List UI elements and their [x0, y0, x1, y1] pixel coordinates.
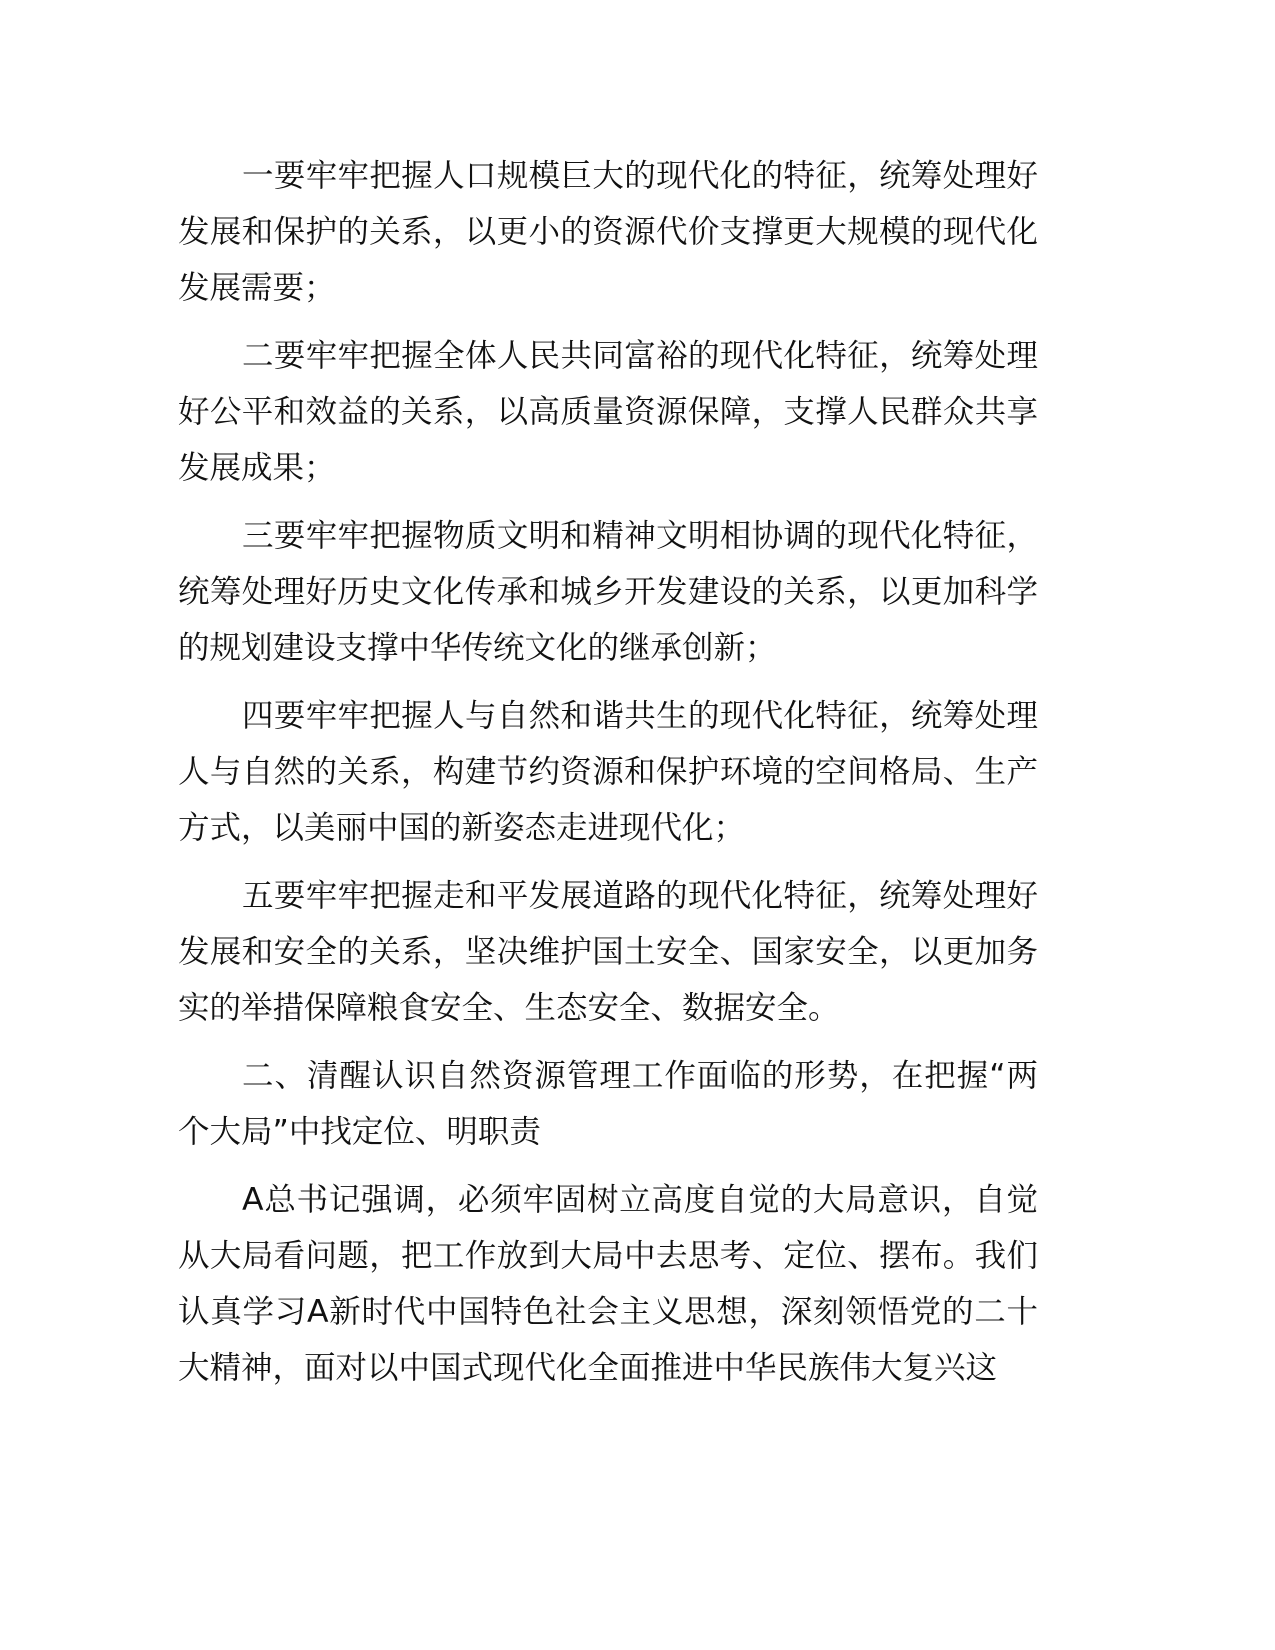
- paragraph-1: 一要牢牢把握人口规模巨大的现代化的特征，统筹处理好发展和保护的关系，以更小的资源代价支撑更大规模的现代化发展需要；: [178, 158, 1038, 306]
- paragraph-4: 四要牢牢把握人与自然和谐共生的现代化特征，统筹处理人与自然的关系，构建节约资源和保护环境的空间格局、生产方式，以美丽中国的新姿态走进现代化；: [178, 698, 1038, 846]
- paragraph-3: 三要牢牢把握物质文明和精神文明相协调的现代化特征，统筹处理好历史文化传承和城乡开发建设的关系，以更加科学的规划建设支撑中华传统文化的继承创新；: [178, 518, 1038, 666]
- paragraph-5: 五要牢牢把握走和平发展道路的现代化特征，统筹处理好发展和安全的关系，坚决维护国土安全、国家安全，以更加务实的举措保障粮食安全、生态安全、数据安全。: [178, 878, 1038, 1026]
- paragraph-2: 二要牢牢把握全体人民共同富裕的现代化特征，统筹处理好公平和效益的关系，以高质量资源保障，支撑人民群众共享发展成果；: [178, 338, 1038, 486]
- document-body: [178, 148, 1038, 1408]
- section-heading: 二、清醒认识自然资源管理工作面临的形势，在把握“两个大局”中找定位、明职责: [178, 1058, 1038, 1150]
- paragraph-7: A总书记强调，必须牢固树立高度自觉的大局意识，自觉从大局看问题，把工作放到大局中去思考、定位、摆布。我们认真学习A新时代中国特色社会主义思想，深刻领悟党的二十大精神，面对以中国式现代化全面推进中华民族伟大复兴这: [178, 1182, 1038, 1386]
